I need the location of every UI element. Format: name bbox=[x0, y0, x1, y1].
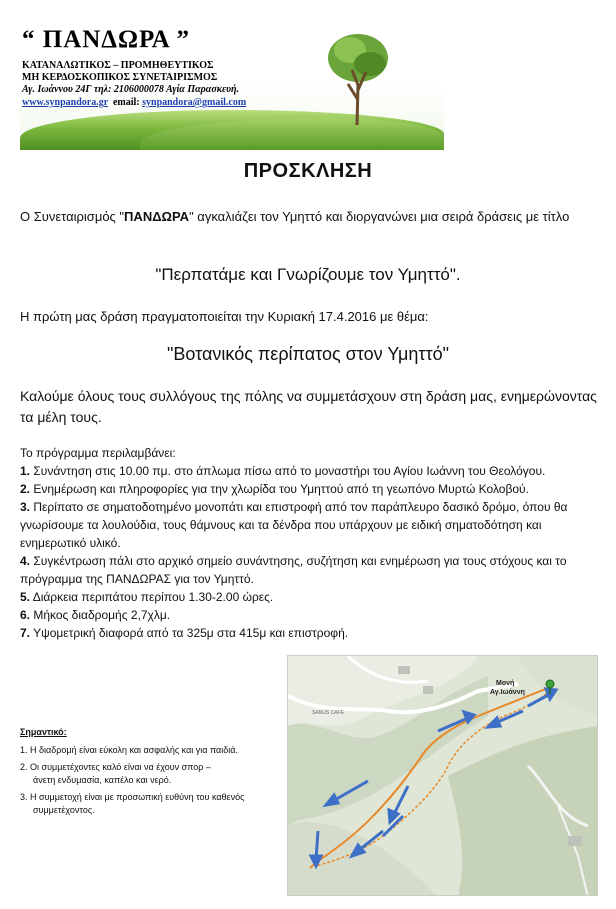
note-item bbox=[20, 791, 290, 817]
program-item bbox=[20, 624, 600, 642]
route-map-graphic bbox=[288, 656, 598, 896]
note-text: Η διαδρομή είναι εύκολη και ασφαλής και για παιδιά. bbox=[30, 745, 238, 755]
note-number: 1. bbox=[20, 745, 28, 755]
important-notes bbox=[20, 726, 290, 821]
program-item-text: Περίπατο σε σηματοδοτημένο μονοπάτι και επιστροφή από τον παράπλευρο δασικό δρόμο, όπου θα γνωρίσουμε τα λουλούδια, τους θάμνους και τα δένδρα που υπάρχουν με ειδική σηματοδότηση και ενημερωτικό υλικό. bbox=[20, 500, 568, 550]
note-text-continued: άνετη ενδυμασία, καπέλο και νερό. bbox=[33, 775, 172, 785]
note-number: 3. bbox=[20, 792, 28, 802]
organization-address: Αγ. Ιωάννου 24Γ τηλ: 2106000078 Αγία Παρασκευή. bbox=[22, 84, 239, 95]
contact-line bbox=[22, 97, 246, 109]
intro-text-start: Ο Συνεταιρισμός " bbox=[20, 209, 125, 224]
tree-icon bbox=[322, 30, 392, 130]
program-item-text: Συγκέντρωση πάλι στο αρχικό σημείο συνάντησης, συζήτηση και ενημέρωση για τους στόχους και το πρόγραμμα της ΠΑΝΔΩΡΑΣ για τον Υμηττό. bbox=[20, 554, 567, 586]
website-link[interactable]: www.synpandora.gr bbox=[22, 97, 108, 108]
program-item-number: 5. bbox=[20, 590, 31, 604]
organization-type-line: ΚΑΤΑΝΑΛΩΤΙΚΟΣ – ΠΡΟΜΗΘΕΥΤΙΚΟΣ bbox=[22, 60, 214, 71]
program-item-number: 1. bbox=[20, 464, 31, 478]
action-title: "Βοτανικός περίπατος στον Υμηττό" bbox=[167, 344, 449, 364]
first-action-paragraph: Η πρώτη μας δράση πραγματοποιείται την Κυριακή 17.4.2016 με θέμα: bbox=[20, 309, 429, 324]
invitation-heading: ΠΡΟΣΚΛΗΣΗ bbox=[243, 160, 373, 182]
program-item-text: Μήκος διαδρομής 2,7χλμ. bbox=[33, 608, 171, 622]
program-item-number: 3. bbox=[20, 500, 31, 514]
map-poi-label: SANUS CAFE bbox=[312, 710, 344, 716]
program-item bbox=[20, 480, 600, 498]
intro-paragraph bbox=[20, 206, 598, 228]
program-item-number: 7. bbox=[20, 626, 31, 640]
program-item bbox=[20, 552, 600, 588]
organization-name: ΠΑΝΔΩΡΑ bbox=[124, 209, 190, 224]
note-text: Η συμμετοχή είναι με προσωπική ευθύνη του καθενός bbox=[30, 792, 245, 802]
series-title: "Περπατάμε και Γνωρίζουμε τον Υμηττό". bbox=[155, 265, 461, 284]
intro-text-end: " αγκαλιάζει τον Υμηττό και διοργανώνει μια σειρά δράσεις με τίτλο bbox=[189, 209, 570, 224]
note-item bbox=[20, 744, 290, 757]
program-item bbox=[20, 498, 600, 552]
program-item bbox=[20, 606, 600, 624]
note-number: 2. bbox=[20, 762, 28, 772]
note-text: Οι συμμετέχοντες καλό είναι να έχουν σπορ – bbox=[30, 762, 211, 772]
program-item bbox=[20, 462, 600, 480]
note-text-continued: συμμετέχοντος. bbox=[33, 805, 95, 815]
program-item-text: Ενημέρωση και πληροφορίες για την χλωρίδα του Υμηττού από τη γεωπόνο Μυρτώ Κολοβού. bbox=[33, 482, 529, 496]
email-link[interactable]: synpandora@gmail.com bbox=[142, 97, 247, 108]
invite-paragraph: Καλούμε όλους τους συλλόγους της πόλης να συμμετάσχουν στη δράση μας, ενημερώνοντας τα μέλη τους. bbox=[20, 388, 597, 425]
organization-type-line-2: ΜΗ ΚΕΡΔΟΣΚΟΠΙΚΟΣ ΣΥΝΕΤΑΙΡΙΣΜΟΣ bbox=[22, 72, 218, 83]
program-item-text: Υψομετρική διαφορά από τα 325μ στα 415μ και επιστροφή. bbox=[33, 626, 349, 640]
organization-title: “ ΠΑΝΔΩΡΑ ” bbox=[22, 26, 191, 53]
note-item bbox=[20, 761, 290, 787]
route-map bbox=[287, 655, 598, 896]
program-item-text: Συνάντηση στις 10.00 πμ. στο άπλωμα πίσω από το μοναστήρι του Αγίου Ιωάννη του Θεολόγου. bbox=[33, 464, 546, 478]
map-label-monastery: Μονή bbox=[496, 680, 515, 687]
program-item-number: 6. bbox=[20, 608, 31, 622]
letterhead bbox=[20, 22, 444, 150]
program-item-number: 4. bbox=[20, 554, 31, 568]
email-label: email: bbox=[112, 97, 140, 108]
program-item-text: Διάρκεια περιπάτου περίπου 1.30-2.00 ώρες. bbox=[32, 590, 274, 604]
map-label-monastery-name: Αγ.Ιωάννη bbox=[490, 689, 525, 696]
program-intro: Το πρόγραμμα περιλαμβάνει: bbox=[20, 446, 176, 460]
program-item-number: 2. bbox=[20, 482, 31, 496]
program-list bbox=[20, 444, 600, 642]
program-item bbox=[20, 588, 600, 606]
notes-title: Σημαντικό: bbox=[20, 727, 67, 737]
